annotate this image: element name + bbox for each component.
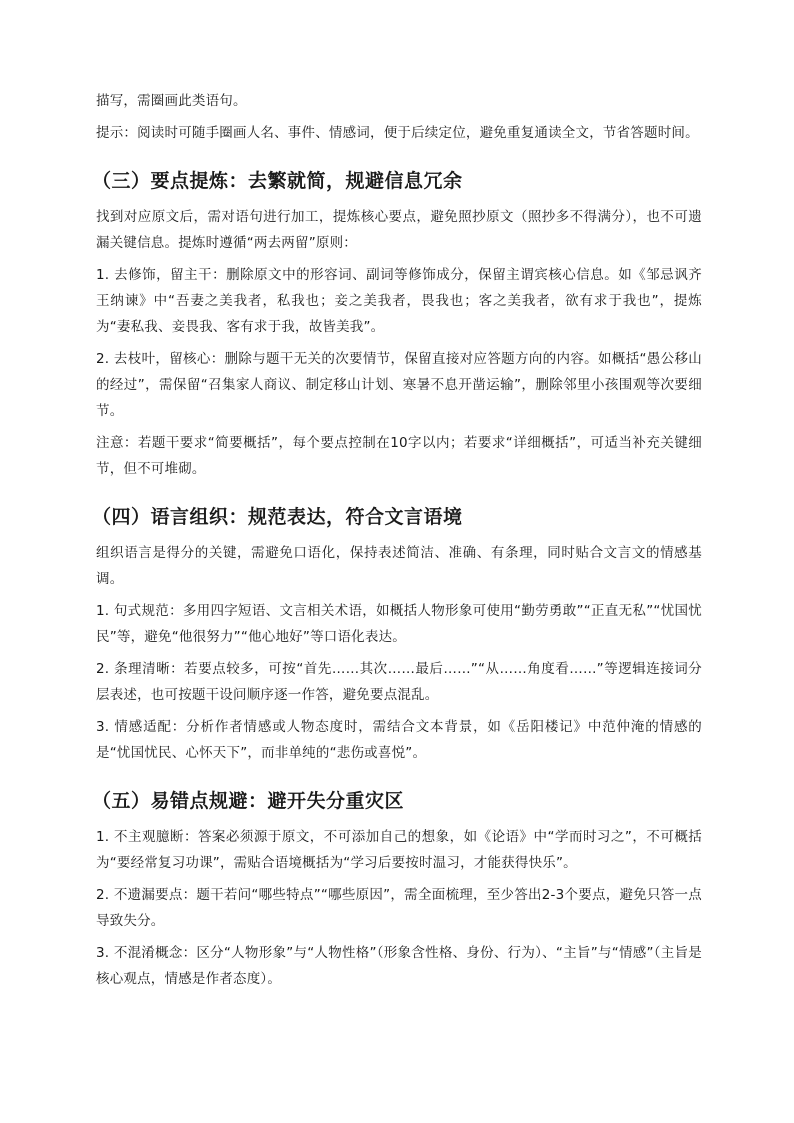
paragraph-refine-intro: 找到对应原文后，需对语句进行加工，提炼核心要点，避免照抄原文（照抄多不得满分），也不可遗漏关键信息。提炼时遵循“两去两留”原则： [96,209,702,251]
section-heading-4-language: （四）语言组织：规范表达，符合文言语境 [92,506,463,528]
paragraph-clear-structure: 2. 条理清晰：若要点较多，可按“首先……其次……最后……”“从……角度看……”等逻辑连接词分层表述，也可按题干设问顺序逐一作答，避免要点混乱。 [96,661,702,703]
paragraph-sentence-norms: 1. 句式规范：多用四字短语、文言相关术语，如概括人物形象可使用“勤劳勇敢”“正直无私”“忧国忧民”等，避免“他很努力”“他心地好”等口语化表达。 [96,603,702,645]
paragraph-no-confusion: 3. 不混淆概念：区分“人物形象”与“人物性格”（形象含性格、身份、行为）、“主旨”与“情感”（主旨是核心观点，情感是作者态度）。 [96,945,702,987]
paragraph-no-subjective: 1. 不主观臆断：答案必须源于原文，不可添加自己的想象，如《论语》中“学而时习之”，不可概括为“要经常复习功课”，需贴合语境概括为“学习后要按时温习，才能获得快乐”。 [96,829,702,871]
paragraph-remove-branches: 2. 去枝叶，留核心：删除与题干无关的次要情节，保留直接对应答题方向的内容。如概括“愚公移山的经过”，需保留“召集家人商议、制定移山计划、寒暑不息开凿运输”，删除邻里小孩围观等次要细节。 [96,351,702,419]
paragraph-remove-modifiers: 1. 去修饰，留主干：删除原文中的形容词、副词等修饰成分，保留主谓宾核心信息。如《邹忌讽齐王纳谏》中“吾妻之美我者，私我也；妾之美我者，畏我也；客之美我者，欲有求于我也”，提炼为“妻私我、妾畏我、客有求于我，故皆美我”。 [96,267,702,335]
paragraph-no-omission: 2. 不遗漏要点：题干若问“哪些特点”“哪些原因”，需全面梳理，至少答出2-3个要点，避免只答一点导致失分。 [96,887,702,929]
paragraph-language-intro: 组织语言是得分的关键，需避免口语化，保持表述简洁、准确、有条理，同时贴合文言文的情感基调。 [96,545,702,587]
section-heading-5-pitfalls: （五）易错点规避：避开失分重灾区 [92,790,405,812]
paragraph-note-length: 注意：若题干要求“简要概括”，每个要点控制在10字以内；若要求“详细概括”，可适当补充关键细节，但不可堆砌。 [96,435,702,477]
paragraph-tip-annotate: 提示：阅读时可随手圈画人名、事件、情感词，便于后续定位，避免重复通读全文，节省答题时间。 [96,125,699,141]
paragraph-description-tail: 描写，需圈画此类语句。 [96,93,247,109]
section-heading-3-key-points: （三）要点提炼：去繁就简，规避信息冗余 [92,170,463,192]
document-page [92,88,702,998]
paragraph-emotion-fit: 3. 情感适配：分析作者情感或人物态度时，需结合文本背景，如《岳阳楼记》中范仲淹的情感的是“忧国忧民、心怀天下”，而非单纯的“悲伤或喜悦”。 [96,719,702,761]
